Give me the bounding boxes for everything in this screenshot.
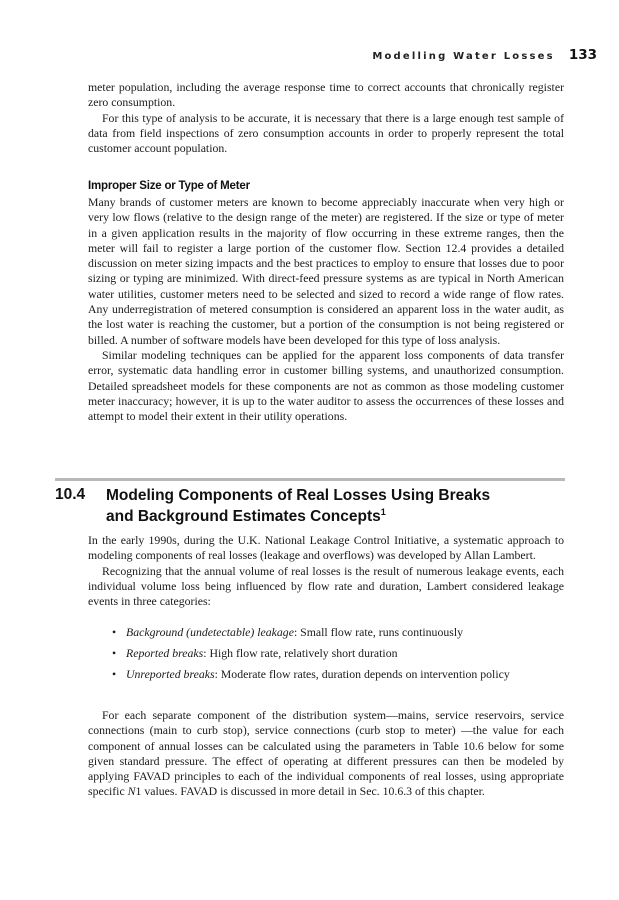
subheading: Improper Size or Type of Meter <box>88 180 250 192</box>
list-item-description: : Moderate flow rates, duration depends on intervention policy <box>214 666 510 681</box>
paragraph: meter population, including the average response time to correct accounts that chronically register zero consumption. <box>88 80 564 110</box>
paragraph-text: values. FAVAD is discussed in more detail in Sec. 10.6.3 of this chapter. <box>141 784 485 799</box>
section-number: 10.4 <box>55 486 86 503</box>
paragraph: Similar modeling techniques can be applied for the apparent loss components of data transfer error, systematic data handling error in customer billing systems, and unauthorized consumption. Detailed spreadsheet models for these components are not as common as those modeling customer meter inaccuracy; however, it is up to the water auditor to assess the occurrences of these losses and attempt to model their extent in their utility operations. <box>88 347 564 424</box>
n1-symbol: N <box>127 784 136 799</box>
bullet-icon: • <box>112 666 117 681</box>
page-number: 133 <box>568 47 597 63</box>
paragraph <box>88 708 564 800</box>
paragraph-text: For each separate component of the distribution system—mains, service reservoirs, service connections (main to curb stop), service connections (curb stop to meter) —the value for each component of annual losses can be calculated using the parameters in Table 10.6 below for some given standard pressure. The effect of operating at different pressures can then be modeled by applying FAVAD principles to each of the individual components of real losses, using appropriate specific <box>88 708 564 799</box>
meter-size-text-block <box>88 195 564 424</box>
section-title-line-1: Modeling Components of Real Losses Using Breaks <box>106 487 491 504</box>
section-intro-text-block <box>88 533 564 609</box>
list-item-term: Reported breaks <box>126 645 204 660</box>
n1-symbol-digit: 1 <box>135 784 142 799</box>
list-item-term: Background (undetectable) leakage <box>126 625 294 639</box>
bullet-icon: • <box>112 645 117 660</box>
running-title: Modelling Water Losses <box>372 51 555 62</box>
list-item-description: : High flow rate, relatively short duration <box>203 645 398 660</box>
section-divider <box>55 478 565 481</box>
paragraph: In the early 1990s, during the U.K. National Leakage Control Initiative, a systematic approach to modeling components of real losses (leakage and overflows) was developed by Allan Lambert. <box>88 533 564 563</box>
section-title-line-2: and Background Estimates Concepts <box>106 507 381 525</box>
paragraph: Recognizing that the annual volume of real losses is the result of numerous leakage events, each individual volume loss being influenced by flow rate and duration, Lambert considered leakage events in three categories: <box>88 563 564 609</box>
footnote-marker: 1 <box>380 506 386 517</box>
bullet-icon: • <box>112 625 117 639</box>
favad-text-block <box>88 708 564 800</box>
list-item <box>112 646 564 661</box>
paragraph: Many brands of customer meters are known to become appreciably inaccurate when very high or very low flows (relative to the design range of the meter) are registered. If the size or type of meter in a given application results in the majority of flow occurring in these extreme ranges, then the meter will fail to register a large portion of the customer flow. Section 12.4 provides a detailed discussion on meter sizing impacts and the best practices to employ to ensure that losses due to poor sizing or typing are minimized. With direct-feed pressure systems as are typical in North American water utilities, customer meters need to be selected and sized to record a wide range of flow rates. Any underregistration of metered consumption is considered an apparent loss in the water audit, as the lost water is reaching the customer, but a portion of the consumption is not being registered or billed. A number of software models have been developed for this type of loss analysis. <box>88 195 564 347</box>
list-item <box>112 667 564 682</box>
section-title <box>106 486 526 527</box>
paragraph: For this type of analysis to be accurate, it is necessary that there is a large enough test sample of data from field inspections of zero consumption accounts in order to properly represent the total customer account population. <box>88 110 564 156</box>
leakage-categories-list <box>112 625 564 687</box>
list-item-term: Unreported breaks <box>126 666 215 681</box>
running-head <box>372 47 597 63</box>
list-item-description: : Small flow rate, runs continuously <box>293 625 464 639</box>
continued-text-block <box>88 80 564 156</box>
list-item <box>112 625 564 640</box>
